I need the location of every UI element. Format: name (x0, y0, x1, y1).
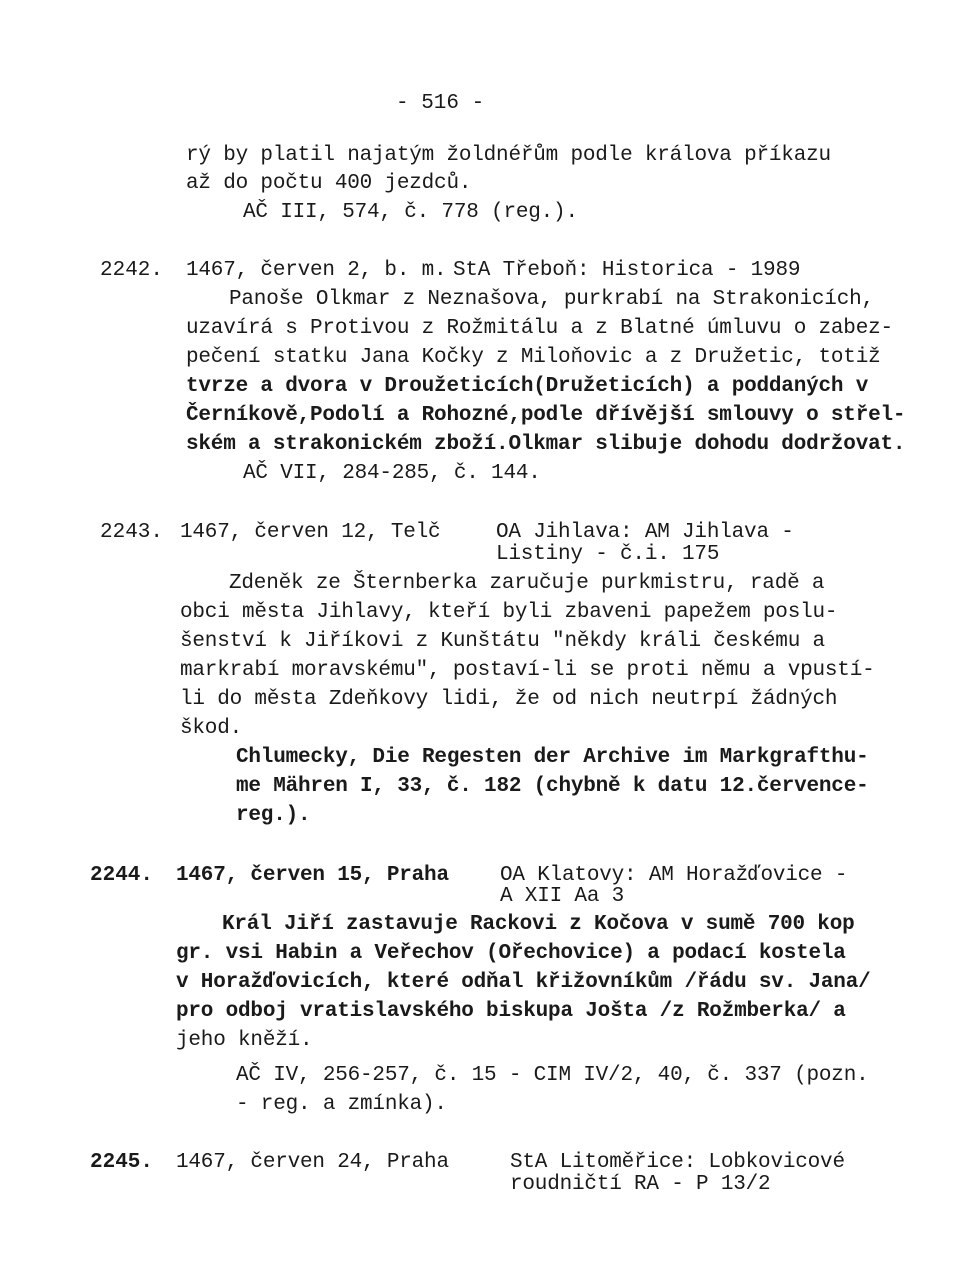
continuation-line-1: rý by platil najatým žoldnéřům podle králova příkazu (186, 144, 831, 167)
entry-text-line: jeho kněží. (176, 1029, 313, 1052)
entry-date-place: 1467, červen 12, Telč (180, 521, 441, 544)
entry-text-line: Zdeněk ze Šternberka zaručuje purkmistru, radě a (229, 572, 825, 595)
entry-text-line: Černíkově,Podolí a Rohozné,podle dřívější smlouvy o střel- (186, 404, 906, 427)
entry-text-line: obci města Jihlavy, kteří byli zbaveni papežem poslu- (180, 601, 838, 624)
entry-source: reg.). (236, 804, 311, 827)
entry-archive: Listiny - č.i. 175 (496, 543, 720, 566)
entry-text-line: Panoše Olkmar z Neznašova, purkrabí na Strakonicích, (229, 288, 874, 311)
entry-text-line: li do města Zdeňkovy lidi, že od nich neutrpí žádných (180, 688, 838, 711)
entry-archive: StA Litoměřice: Lobkovicové (510, 1151, 845, 1174)
entry-archive: StA Třeboň: Historica - 1989 (453, 259, 801, 282)
entry-text-line: Král Jiří zastavuje Rackovi z Kočova v sumě 700 kop (222, 913, 855, 936)
entry-number: 2245. (90, 1151, 154, 1174)
entry-text-line: v Horažďovicích, které odňal křižovníkům /řádu sv. Jana/ (176, 971, 871, 994)
entry-text-line: pečení statku Jana Kočky z Miloňovic a z Družetic, totiž (186, 346, 881, 369)
entry-source: AČ IV, 256-257, č. 15 - CIM IV/2, 40, č. 337 (pozn. (236, 1064, 869, 1087)
entry-date-place: 1467, červen 15, Praha (176, 864, 449, 887)
entry-text-line: pro odboj vratislavského biskupa Jošta /z Rožmberka/ a (176, 1000, 846, 1023)
entry-number: 2242. (100, 259, 164, 282)
entry-archive: A XII Aa 3 (500, 885, 625, 908)
entry-source: AČ VII, 284-285, č. 144. (243, 462, 541, 485)
continuation-line-2: až do počtu 400 jezdců. (186, 172, 472, 195)
entry-archive: OA Klatovy: AM Horažďovice - (500, 864, 848, 887)
continuation-source: AČ III, 574, č. 778 (reg.). (243, 201, 578, 224)
entry-text-line: šenství k Jiříkovi z Kunštátu "někdy králi českému a (180, 630, 825, 653)
entry-text-line: uzavírá s Protivou z Rožmitálu a z Blatné úmluvu o zabez- (186, 317, 893, 340)
entry-archive: roudničtí RA - P 13/2 (510, 1173, 771, 1196)
entry-text-line: markrabí moravskému", postaví-li se proti němu a vpustí- (180, 659, 875, 682)
entry-source: me Mähren I, 33, č. 182 (chybně k datu 12.července- (236, 775, 869, 798)
entry-text-line: škod. (180, 717, 243, 740)
entry-source: - reg. a zmínka). (236, 1093, 447, 1116)
entry-text-line: ském a strakonickém zboží.Olkmar slibuje dohodu dodržovat. (186, 433, 906, 456)
entry-text-line: tvrze a dvora v Droužeticích(Družeticích) a poddaných v (186, 375, 869, 398)
entry-source: Chlumecky, Die Regesten der Archive im Markgrafthu- (236, 746, 869, 769)
entry-date-place: 1467, červen 2, b. m. (186, 259, 447, 282)
entry-number: 2243. (100, 521, 164, 544)
page-number: - 516 - (396, 92, 485, 115)
entry-archive: OA Jihlava: AM Jihlava - (496, 521, 794, 544)
entry-text-line: gr. vsi Habin a Veřechov (Ořechovice) a podací kostela (176, 942, 846, 965)
entry-number: 2244. (90, 864, 154, 887)
entry-date-place: 1467, červen 24, Praha (176, 1151, 449, 1174)
